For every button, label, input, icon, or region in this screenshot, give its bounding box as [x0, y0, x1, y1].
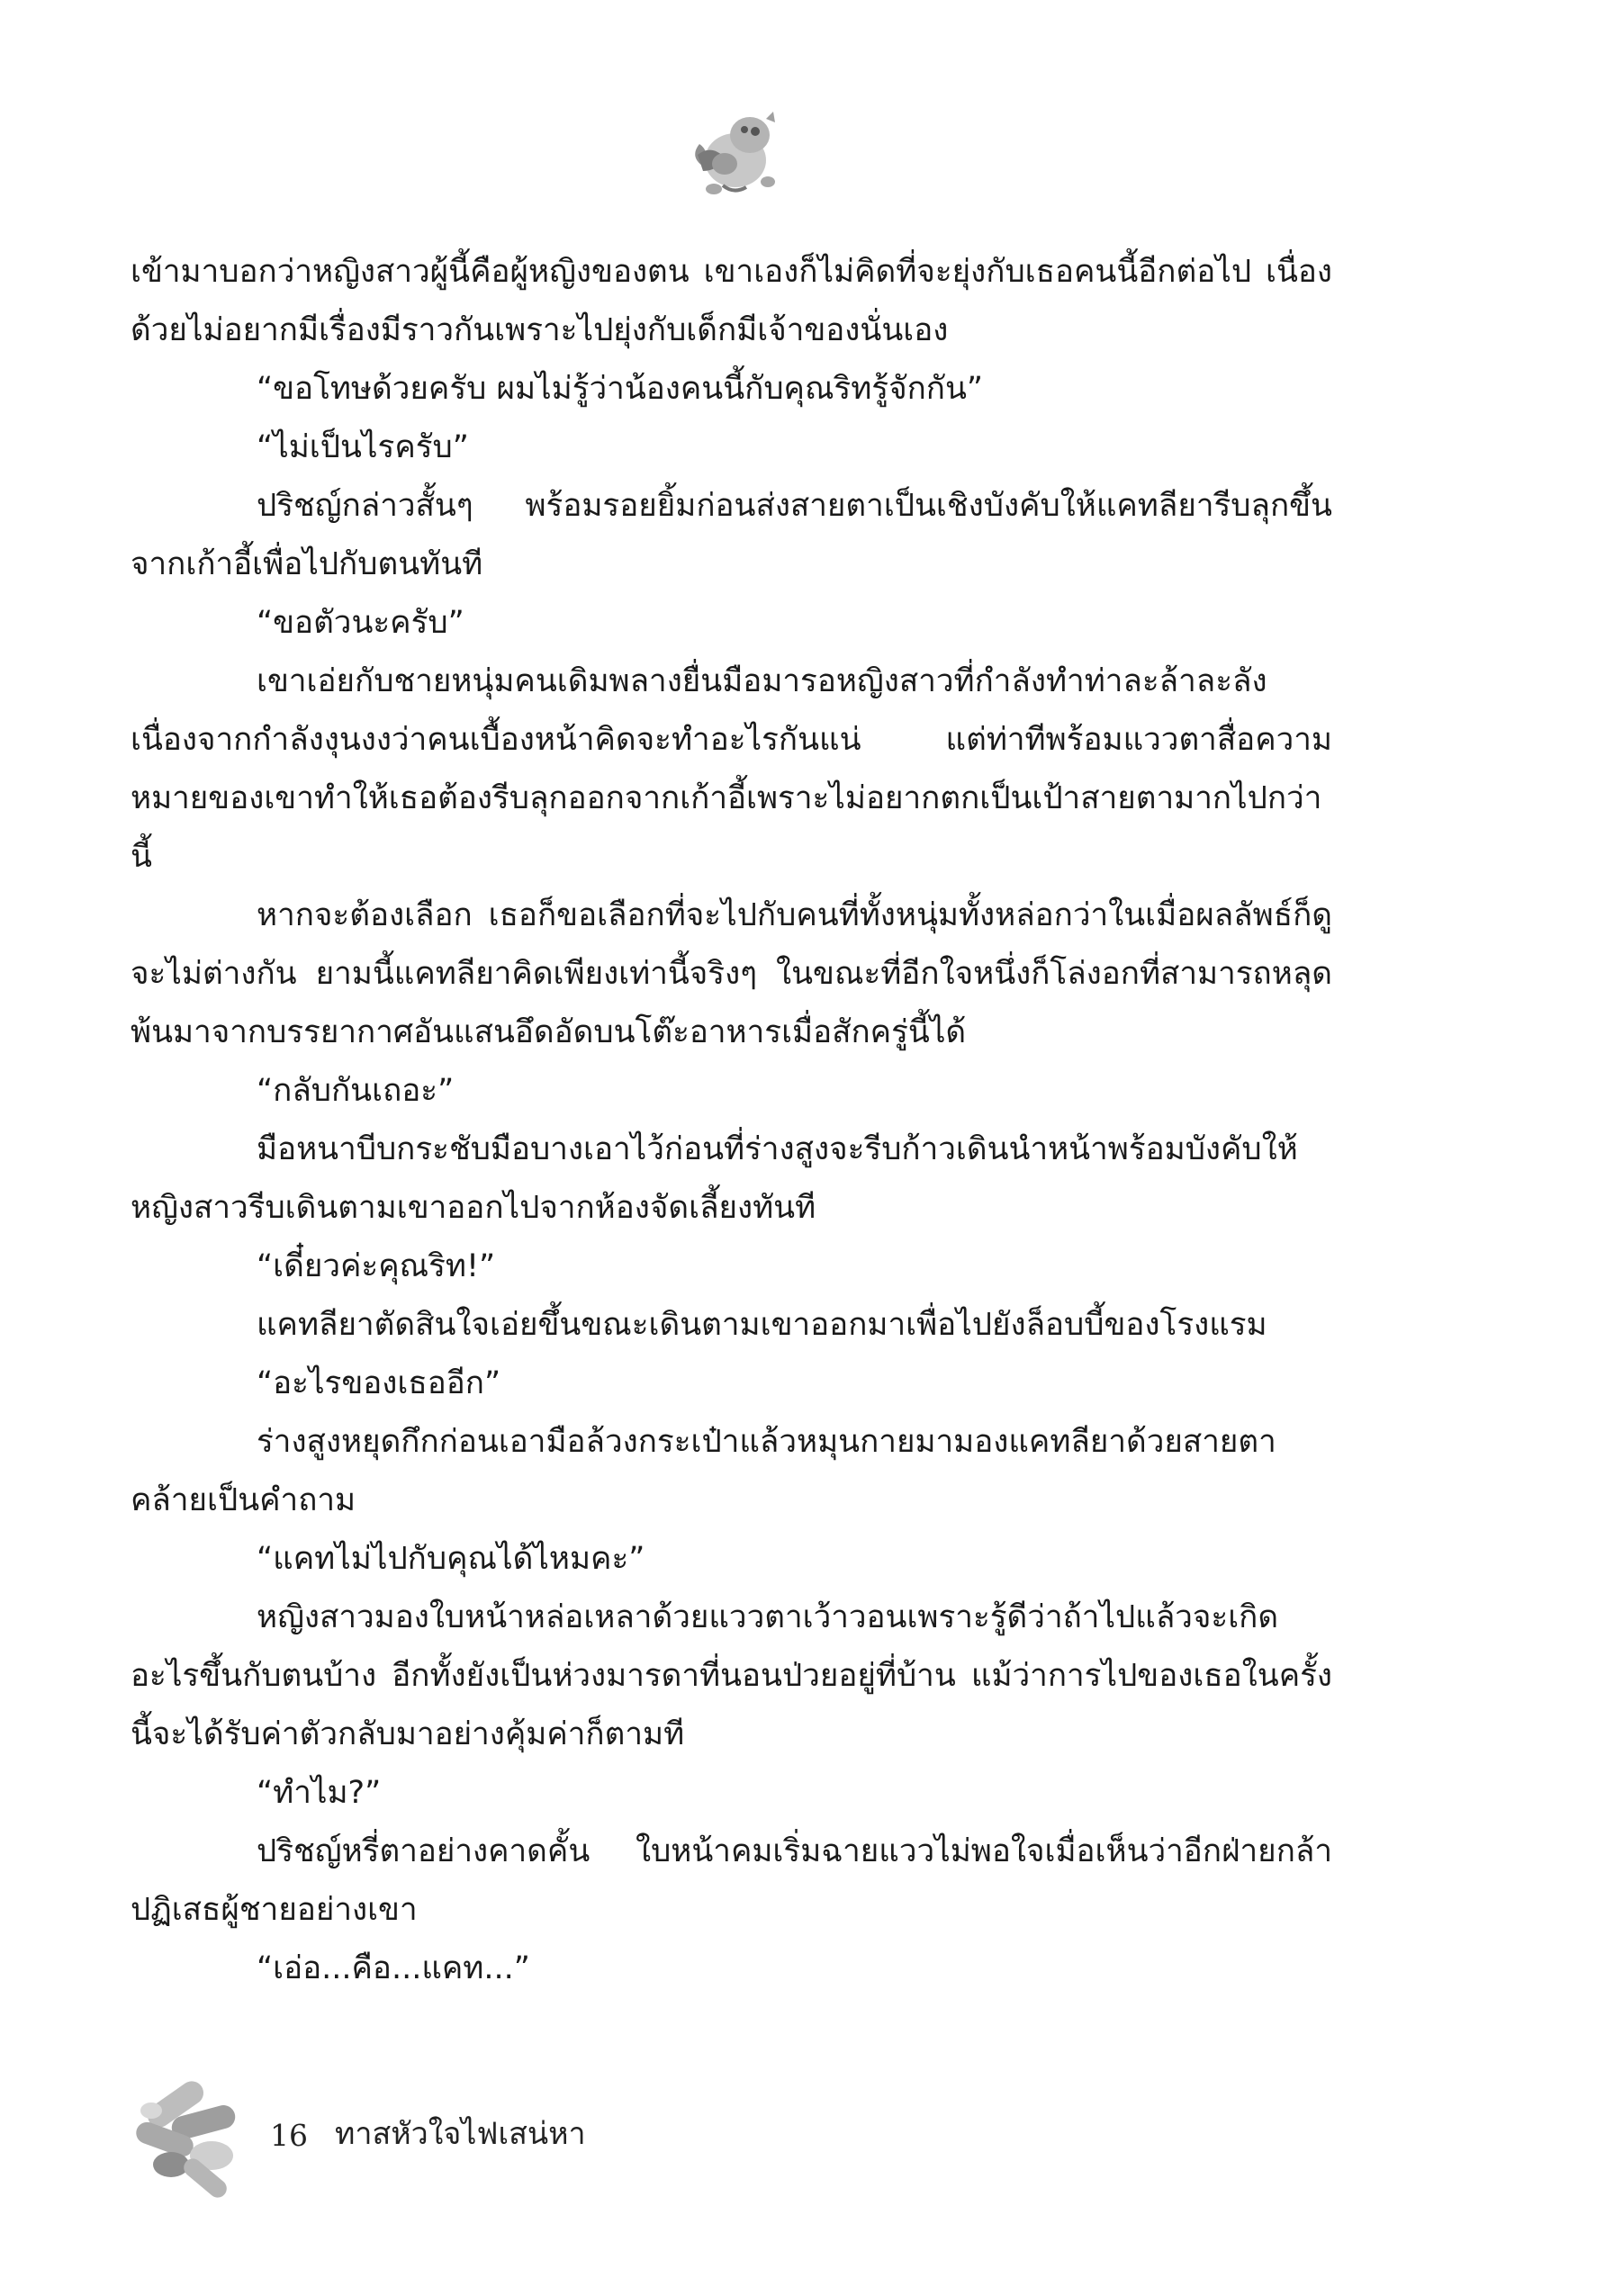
paragraph: “ขอโทษด้วยครับ ผมไม่รู้ว่าน้องคนนี้กับคุณริทรู้จักกัน”	[257, 371, 984, 407]
paragraph: ร่างสูงหยุดกึกก่อนเอามือล้วงกระเป๋าแล้วหมุนกายมามองแคทลียาด้วยสายตาคล้ายเป็นคำถาม	[131, 1424, 1276, 1518]
paragraph: “กลับกันเถอะ”	[257, 1073, 455, 1109]
paragraph: “ทำไม?”	[257, 1775, 382, 1811]
book-title: ทาสหัวใจไฟเสน่หา	[335, 2116, 586, 2152]
paragraph: “ไม่เป็นไรครับ”	[257, 429, 469, 465]
paragraph: “ขอตัวนะครับ”	[257, 605, 464, 641]
paragraph: หญิงสาวมองใบหน้าหล่อเหลาด้วยแววตาเว้าวอนเพราะรู้ดีว่าถ้าไปแล้วจะเกิดอะไรขึ้นกับตนบ้าง อีกทั้งยังเป็นห่วงมารดาที่นอนป่วยอยู่ที่บ้าน แม้ว่าการไปของเธอในครั้งนี้จะได้รับค่าตัวกลับมาอย่างคุ้มค่าก็ตามที	[131, 1599, 1332, 1752]
paragraph: แคทลียาตัดสินใจเอ่ยขึ้นขณะเดินตามเขาออกมาเพื่อไปยังล็อบบี้ของโรงแรม	[257, 1307, 1267, 1343]
paragraph: หากจะต้องเลือก เธอก็ขอเลือกที่จะไปกับคนที่ทั้งหนุ่มทั้งหล่อกว่าในเมื่อผลลัพธ์ก็ดูจะไม่ต่างกัน ยามนี้แคทลียาคิดเพียงเท่านี้จริงๆ ในขณะที่อีกใจหนึ่งก็โล่งอกที่สามารถหลุดพ้นมาจากบรรยากาศอันแสนอึดอัดบนโต๊ะอาหารเมื่อสักครู่นี้ได้	[131, 897, 1332, 1050]
paragraph: “เดี๋ยวค่ะคุณริท!”	[257, 1248, 496, 1284]
paragraph: “อะไรของเธออีก”	[257, 1365, 501, 1401]
paragraph: “แคทไม่ไปกับคุณได้ไหมคะ”	[257, 1541, 645, 1577]
paragraph: มือหนาบีบกระชับมือบางเอาไว้ก่อนที่ร่างสูงจะรีบก้าวเดินนำหน้าพร้อมบังคับให้หญิงสาวรีบเดินตามเขาออกไปจากห้องจัดเลี้ยงทันที	[131, 1131, 1298, 1226]
cartoon-mascot-icon	[680, 108, 788, 203]
page-number: 16	[270, 2118, 308, 2153]
paragraph: เขาเอ่ยกับชายหนุ่มคนเดิมพลางยื่นมือมารอหญิงสาวที่กำลังทำท่าละล้าละลังเนื่องจากกำลังงุนงงว่าคนเบื้องหน้าคิดจะทำอะไรกันแน่ แต่ท่าทีพร้อมแววตาสื่อความหมายของเขาทำให้เธอต้องรีบลุกออกจากเก้าอี้เพราะไม่อยากตกเป็นเป้าสายตามากไปกว่านี้	[131, 663, 1332, 875]
pills-cluster-icon	[126, 2075, 252, 2201]
paragraph: “เอ่อ...คือ...แคท...”	[257, 1950, 530, 1986]
body-text	[131, 243, 1332, 1998]
paragraph: ปริชญ์หรี่ตาอย่างคาดคั้น ใบหน้าคมเริ่มฉายแววไม่พอใจเมื่อเห็นว่าอีกฝ่ายกล้าปฏิเสธผู้ชายอย่างเขา	[131, 1833, 1332, 1928]
paragraph: ปริชญ์กล่าวสั้นๆ พร้อมรอยยิ้มก่อนส่งสายตาเป็นเชิงบังคับให้แคทลียารีบลุกขึ้นจากเก้าอี้เพื่อไปกับตนทันที	[131, 488, 1332, 582]
paragraph: เข้ามาบอกว่าหญิงสาวผู้นี้คือผู้หญิงของตน เขาเองก็ไม่คิดที่จะยุ่งกับเธอคนนี้อีกต่อไป เนื่องด้วยไม่อยากมีเรื่องมีราวกันเพราะไปยุ่งกับเด็กมีเจ้าของนั่นเอง	[131, 254, 1332, 348]
page-footer	[126, 2075, 756, 2201]
